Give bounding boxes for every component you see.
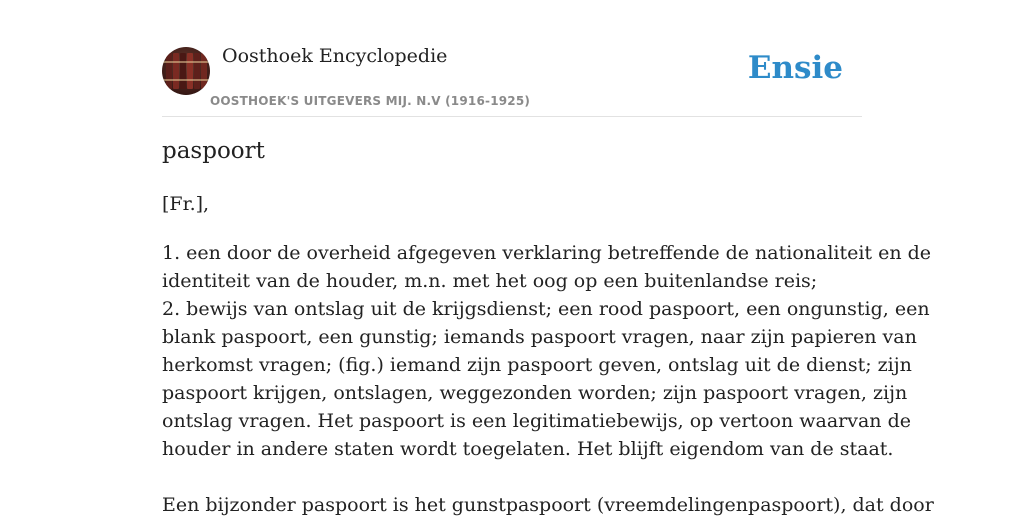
- book-spine: [173, 53, 179, 89]
- ensie-logo-link[interactable]: Ensie: [747, 50, 843, 86]
- definition-line: ontslag vragen. Het paspoort is een legitimatiebewijs, op vertoon waarvan de: [162, 410, 911, 432]
- definition-line: blank paspoort, een gunstig; iemands paspoort vragen, naar zijn papieren van: [162, 326, 917, 348]
- entry-origin: [Fr.],: [162, 193, 210, 215]
- entry-title: paspoort: [162, 138, 265, 164]
- definition-line: 2. bewijs van ontslag uit de krijgsdienst; een rood paspoort, een ongunstig, een: [162, 298, 930, 320]
- book-spine: [194, 53, 200, 89]
- site-header: [162, 0, 862, 117]
- encyclopedia-books-avatar[interactable]: [162, 47, 210, 95]
- definition-line: identiteit van de houder, m.n. met het oog op een buitenlandse reis;: [162, 270, 818, 292]
- publisher-label: OOSTHOEK'S UITGEVERS MIJ. N.V (1916-1925): [210, 94, 531, 108]
- entry-definition: [162, 239, 934, 519]
- definition-line: Een bijzonder paspoort is het gunstpaspoort (vreemdelingenpaspoort), dat door: [162, 494, 934, 516]
- site-title-link[interactable]: Oosthoek Encyclopedie: [222, 45, 448, 67]
- paragraph-gap: [162, 463, 862, 491]
- definition-line: herkomst vragen; (fig.) iemand zijn paspoort geven, ontslag uit de dienst; zijn: [162, 354, 912, 376]
- page-container: [162, 0, 934, 516]
- book-spine: [201, 53, 207, 89]
- definition-line: houder in andere staten wordt toegelaten. Het blijft eigendom van de staat.: [162, 438, 894, 460]
- book-spine: [187, 53, 193, 89]
- definition-line: 1. een door de overheid afgegeven verklaring betreffende de nationaliteit en de: [162, 242, 932, 264]
- definition-line: paspoort krijgen, ontslagen, weggezonden worden; zijn paspoort vragen, zijn: [162, 382, 908, 404]
- book-spine: [166, 53, 172, 89]
- book-band: [162, 79, 210, 81]
- book-spine: [180, 53, 186, 89]
- book-band: [162, 61, 210, 63]
